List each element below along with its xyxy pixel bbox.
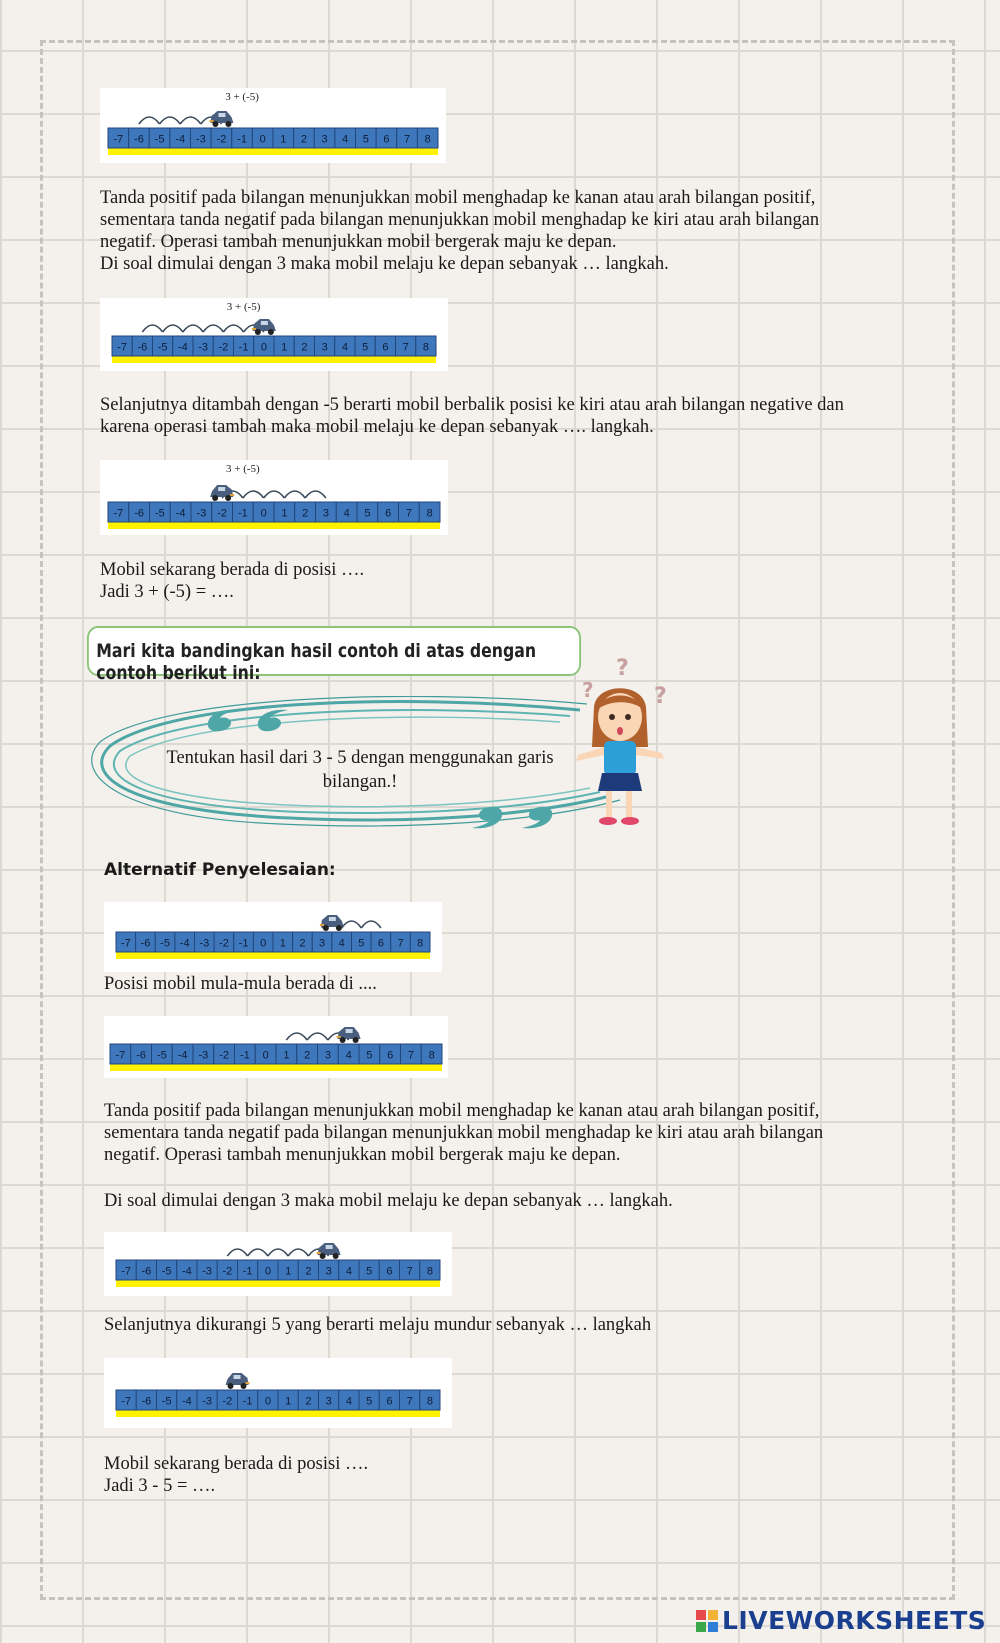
number-line-tick-label: -3 (202, 1395, 213, 1408)
jump-arc (160, 117, 181, 124)
number-line-4 (104, 902, 442, 972)
number-line-base (116, 1410, 440, 1417)
number-line-tick-label: 5 (366, 1049, 373, 1062)
number-line-tick-label: -7 (115, 1049, 126, 1062)
number-line-tick-label: -4 (177, 1049, 188, 1062)
number-line-tick-label: -3 (198, 1049, 209, 1062)
brand-name: LIVEWORKSHEETS (722, 1606, 987, 1635)
compare-callout: Mari kita bandingkan hasil contoh di atas dengan contoh berikut ini: (87, 626, 581, 676)
number-line-tick-label: 3 (325, 1265, 332, 1278)
number-line-tick-label: 1 (279, 937, 286, 950)
number-line-tick-label: 8 (422, 341, 429, 354)
number-line-tick-label: -4 (181, 1395, 192, 1408)
number-line-2 (100, 298, 448, 371)
number-line-tick-label: -1 (237, 133, 247, 146)
number-line-tick-label: -5 (154, 133, 165, 146)
number-line-7 (104, 1358, 452, 1428)
number-line-1 (100, 88, 446, 163)
number-line-tick-label: -4 (175, 133, 186, 146)
number-line-tick-label: -5 (161, 1265, 172, 1278)
number-line-tick-label: -1 (242, 1265, 253, 1278)
number-line-tick-label: -2 (217, 507, 228, 520)
number-line-tick-label: -4 (179, 937, 190, 950)
number-line-tick-label: 2 (302, 507, 309, 520)
number-line-base (110, 1064, 442, 1071)
number-line-tick-label: 7 (407, 1049, 414, 1062)
explanation-paragraph-1: Tanda positif pada bilangan menunjukkan mobil menghadap ke kanan atau arah bilangan positif, sementara tanda negatif pada bilangan menunjukkan mobil menghadap ke kiri atau arah bilangan negatif. Operasi tambah menunjukkan mobil bergerak maju ke depan. (100, 188, 820, 252)
number-line-tick-label: 0 (264, 1395, 271, 1408)
number-line-tick-label: 1 (280, 133, 287, 146)
jump-arc (342, 921, 362, 928)
liveworksheets-logo (696, 1606, 986, 1635)
initial-position-text: Posisi mobil mula-mula berada di .... (104, 974, 377, 994)
number-line-tick-label: 3 (319, 937, 326, 950)
number-line-tick-label: -5 (161, 1395, 172, 1408)
number-line-tick-label: -6 (140, 937, 151, 950)
jump-arc (307, 1033, 328, 1040)
number-line-tick-label: 2 (304, 1049, 311, 1062)
number-line-tick-label: -5 (156, 1049, 167, 1062)
number-line-base (108, 148, 438, 155)
question-mark-icon: ? (616, 656, 629, 681)
expression-label: 3 + (-5) (226, 463, 260, 475)
number-line-tick-label: 4 (345, 1395, 352, 1408)
number-line-tick-label: -6 (137, 341, 148, 354)
jump-arc (227, 1249, 247, 1256)
number-line-tick-label: 8 (424, 133, 431, 146)
number-line-tick-label: 5 (366, 1395, 373, 1408)
jump-arc (268, 1249, 288, 1256)
jump-arc (223, 325, 243, 332)
number-line-tick-label: -6 (134, 507, 145, 520)
number-line-tick-label: 6 (386, 1395, 393, 1408)
number-line-tick-label: -7 (113, 133, 124, 146)
expression-label: 3 + (-5) (225, 91, 259, 103)
number-line-base (112, 356, 436, 363)
jump-arc (180, 117, 201, 124)
question-mark-icon: ? (582, 678, 594, 702)
number-line-tick-label: -5 (154, 507, 165, 520)
number-line-tick-label: 6 (382, 341, 389, 354)
number-line-tick-label: 8 (417, 937, 424, 950)
car-icon (210, 485, 234, 501)
number-line-tick-label: 5 (364, 507, 371, 520)
number-line-tick-label: 3 (322, 507, 329, 520)
close-quote-icon (460, 804, 560, 834)
jump-arc (264, 491, 285, 498)
number-line-tick-label: 7 (402, 341, 409, 354)
number-line-tick-label: -5 (157, 341, 168, 354)
question-text: Tentukan hasil dari 3 - 5 dengan menggunakan garis bilangan.! (166, 748, 554, 792)
number-line-tick-label: -7 (113, 507, 124, 520)
number-line-tick-label: 5 (362, 133, 369, 146)
jump-arc (183, 325, 203, 332)
number-line-tick-label: -2 (218, 341, 229, 354)
number-line-tick-label: -7 (121, 1265, 132, 1278)
jump-arc (288, 1249, 308, 1256)
number-line-tick-label: 0 (260, 341, 267, 354)
number-line-tick-label: 0 (259, 133, 266, 146)
result-position-1: Mobil sekarang berada di posisi …. (100, 560, 365, 580)
number-line-tick-label: 4 (341, 341, 348, 354)
number-line-tick-label: -5 (160, 937, 170, 950)
number-line-tick-label: 7 (406, 1395, 413, 1408)
number-line-tick-label: 2 (305, 1395, 312, 1408)
number-line-tick-label: 2 (299, 937, 306, 950)
number-line-tick-label: 6 (387, 1049, 394, 1062)
number-line-3 (100, 460, 448, 535)
number-line-tick-label: 2 (300, 133, 307, 146)
number-line-tick-label: 0 (264, 1265, 271, 1278)
car-icon (317, 1243, 341, 1259)
number-line-tick-label: 2 (305, 1265, 312, 1278)
number-line-base (116, 1280, 440, 1287)
number-line-5 (104, 1016, 448, 1078)
number-line-tick-label: -6 (141, 1265, 152, 1278)
number-line-tick-label: 1 (283, 1049, 290, 1062)
number-line-tick-label: 1 (281, 507, 288, 520)
number-line-tick-label: -1 (238, 937, 249, 950)
jump-arc (142, 325, 162, 332)
solution-heading: Alternatif Penyelesaian: (104, 860, 336, 880)
number-line-tick-label: 6 (377, 937, 384, 950)
number-line-tick-label: 7 (406, 1265, 413, 1278)
number-line-tick-label: -7 (121, 1395, 132, 1408)
liveworksheets-logo-icon (696, 1610, 718, 1632)
explanation-paragraph-3: Tanda positif pada bilangan menunjukkan mobil menghadap ke kanan atau arah bilangan positif, sementara tanda negatif pada bilangan menunjukkan mobil menghadap ke kiri atau arah bilangan negatif. Operasi tambah menunjukkan mobil bergerak maju ke depan. (104, 1101, 824, 1165)
number-line-tick-label: 3 (324, 1049, 331, 1062)
number-line-tick-label: -4 (175, 507, 186, 520)
number-line-tick-label: -2 (219, 1049, 230, 1062)
jump-arc (284, 491, 305, 498)
start-steps-question-1: Di soal dimulai dengan 3 maka mobil melaju ke depan sebanyak … langkah. (100, 254, 669, 274)
result-equation-2: Jadi 3 - 5 = …. (104, 1476, 216, 1496)
number-line-tick-label: 7 (404, 133, 411, 146)
number-line-tick-label: -2 (219, 937, 229, 950)
number-line-tick-label: -1 (239, 1049, 250, 1062)
car-icon (252, 319, 276, 335)
number-line-tick-label: 5 (362, 341, 369, 354)
number-line-tick-label: -1 (242, 1395, 253, 1408)
number-line-tick-label: -3 (195, 133, 206, 146)
car-icon (209, 111, 233, 127)
number-line-tick-label: 4 (342, 133, 349, 146)
number-line-tick-label: 8 (428, 1049, 435, 1062)
number-line-tick-label: 1 (285, 1395, 292, 1408)
result-position-2: Mobil sekarang berada di posisi …. (104, 1454, 369, 1474)
jump-arc (163, 325, 183, 332)
number-line-tick-label: 0 (260, 937, 267, 950)
number-line-tick-label: 1 (285, 1265, 292, 1278)
explanation-paragraph-4: Selanjutnya dikurangi 5 yang berarti melaju mundur sebanyak … langkah (104, 1315, 652, 1335)
jump-arc (139, 117, 160, 124)
number-line-tick-label: -6 (141, 1395, 152, 1408)
start-steps-question-2: Di soal dimulai dengan 3 maka mobil melaju ke depan sebanyak … langkah. (104, 1191, 673, 1211)
jump-arc (203, 325, 223, 332)
number-line-tick-label: 7 (397, 937, 404, 950)
number-line-tick-label: -3 (196, 507, 207, 520)
jump-arc (286, 1033, 307, 1040)
number-line-tick-label: 3 (325, 1395, 332, 1408)
number-line-tick-label: -2 (216, 133, 227, 146)
number-line-tick-label: -3 (199, 937, 210, 950)
number-line-tick-label: 0 (262, 1049, 269, 1062)
jump-arc (248, 1249, 268, 1256)
number-line-tick-label: 6 (383, 133, 390, 146)
number-line-tick-label: -4 (181, 1265, 192, 1278)
number-line-tick-label: 1 (281, 341, 288, 354)
number-line-6 (104, 1232, 452, 1296)
number-line-tick-label: -1 (238, 341, 249, 354)
explanation-paragraph-2: Selanjutnya ditambah dengan -5 berarti mobil berbalik posisi ke kiri atau arah bilangan negative dan karena operasi tambah maka mobil melaju ke depan sebanyak …. langkah. (100, 395, 844, 437)
number-line-tick-label: 2 (301, 341, 308, 354)
number-line-tick-label: 4 (343, 507, 350, 520)
number-line-tick-label: 3 (321, 133, 328, 146)
number-line-tick-label: 6 (386, 1265, 393, 1278)
number-line-tick-label: 6 (385, 507, 392, 520)
number-line-tick-label: -3 (202, 1265, 213, 1278)
number-line-tick-label: 4 (338, 937, 345, 950)
number-line-tick-label: -2 (222, 1265, 233, 1278)
number-line-tick-label: -3 (198, 341, 209, 354)
number-line-tick-label: 5 (366, 1265, 373, 1278)
result-equation-1: Jadi 3 + (-5) = …. (100, 582, 234, 602)
question-mark-icon: ? (654, 684, 667, 709)
number-line-tick-label: 4 (345, 1049, 352, 1062)
jump-arc (361, 921, 381, 928)
number-line-tick-label: 4 (345, 1265, 352, 1278)
number-line-tick-label: 7 (405, 507, 412, 520)
confused-girl-illustration (568, 655, 672, 831)
number-line-tick-label: -6 (134, 133, 144, 146)
number-line-tick-label: 8 (426, 1265, 433, 1278)
number-line-tick-label: -7 (117, 341, 128, 354)
expression-label: 3 + (-5) (226, 301, 261, 313)
number-line-tick-label: -2 (222, 1395, 233, 1408)
number-line-tick-label: -7 (120, 937, 131, 950)
number-line-base (116, 952, 430, 959)
number-line-tick-label: 3 (321, 341, 328, 354)
number-line-tick-label: 5 (358, 937, 365, 950)
number-line-tick-label: -1 (237, 507, 248, 520)
number-line-tick-label: -6 (136, 1049, 147, 1062)
car-icon (337, 1027, 361, 1043)
car-icon (226, 1373, 250, 1389)
number-line-tick-label: 8 (426, 1395, 433, 1408)
number-line-tick-label: 8 (426, 507, 433, 520)
number-line-tick-label: 0 (260, 507, 267, 520)
jump-arc (243, 491, 264, 498)
car-icon (320, 915, 344, 931)
number-line-tick-label: -4 (177, 341, 188, 354)
jump-arc (305, 491, 326, 498)
open-quote-icon (200, 706, 300, 736)
number-line-base (108, 522, 440, 529)
